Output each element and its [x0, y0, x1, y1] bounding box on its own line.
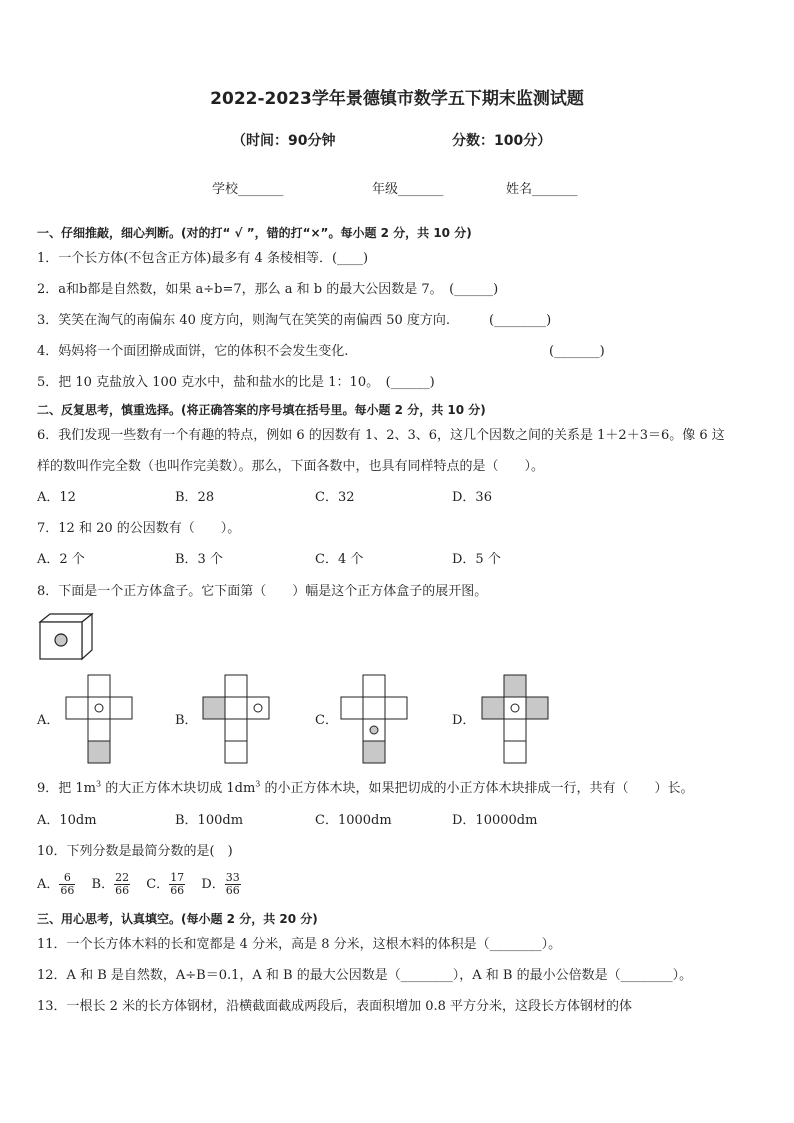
cube-net-d — [480, 674, 552, 766]
question-1: 1．一个长方体(不包含正方体)最多有 4 条棱相等．(____) — [37, 251, 369, 266]
question-4-blank: (_______) — [549, 344, 605, 359]
question-6-line-2: 样的数叫作完全数（也叫作完美数）。那么，下面各数中，也具有同样特点的是（ ）。 — [37, 459, 545, 474]
cube-net-b — [201, 674, 273, 766]
question-12: 12．A 和 B 是自然数，A÷B＝0.1，A 和 B 的最大公因数是（________），A 和 B 的最小公倍数是（________）。 — [37, 968, 693, 983]
page-title: 2022-2023学年景德镇市数学五下期末监测试题 — [210, 89, 584, 109]
option-b-label: B． — [91, 877, 115, 892]
question-4: 4．妈妈将一个面团擀成面饼，它的体积不会发生变化. — [37, 344, 349, 359]
question-2: 2．a和b都是自然数，如果 a÷b=7，那么 a 和 b 的最大公因数是 7。 (______) — [37, 282, 499, 297]
exam-time: （时间：90分钟 — [232, 133, 336, 149]
question-7: 7．12 和 20 的公因数有（ ）。 — [37, 521, 241, 536]
question-6-line-1: 6．我们发现一些数有一个有趣的特点，例如 6 的因数有 1、2、3、6，这几个因数之间的关系是 1＋2＋3＝6。像 6 这 — [37, 428, 725, 443]
question-9-option-b: B．100dm — [175, 813, 244, 828]
question-11: 11．一个长方体木料的长和宽都是 4 分米，高是 8 分米，这根木料的体积是（________）。 — [37, 937, 562, 952]
option-c-fraction: $\frac{17}{66}$ — [170, 871, 185, 897]
question-10: 10．下列分数是最简分数的是( ) — [37, 844, 233, 859]
question-9-option-d: D．10000dm — [452, 813, 538, 828]
question-6-option-d: D．36 — [452, 490, 492, 505]
option-c-label: C． — [146, 877, 170, 892]
cube-box-figure — [38, 612, 94, 662]
option-a-fraction: $\frac{6}{66}$ — [60, 871, 75, 897]
question-6-option-b: B．28 — [175, 490, 215, 505]
question-5: 5．把 10 克盐放入 100 克水中，盐和盐水的比是 1：10。 (______) — [37, 375, 435, 390]
school-field: 学校_______ — [212, 182, 284, 197]
option-d-label: D． — [201, 877, 225, 892]
grade-field: 年级_______ — [372, 182, 444, 197]
question-8-option-d: D． — [452, 713, 476, 728]
question-8-option-a: A． — [37, 713, 60, 728]
section-1-heading: 一、仔细推敲，细心判断。(对的打“ √ ”，错的打“×”。每小题 2 分，共 10 分) — [37, 226, 472, 240]
question-13: 13．一根长 2 米的长方体钢材，沿横截面截成两段后，表面积增加 0.8 平方分米，这段长方体钢材的体 — [37, 999, 633, 1014]
exam-score: 分数：100分） — [452, 133, 552, 149]
question-9-option-a: A．10dm — [37, 813, 97, 828]
question-8: 8．下面是一个正方体盒子。它下面第（ ）幅是这个正方体盒子的展开图。 — [37, 584, 488, 599]
question-9: 9．把 $1m^3$ 的大正方体木块切成 $1dm^3$ 的小正方体木块，如果把切成的小正方体木块排成一行，共有（ ）长。 — [37, 779, 694, 796]
cube-net-a — [64, 674, 136, 766]
name-field: 姓名_______ — [506, 182, 578, 197]
question-9-option-c: C．1000dm — [315, 813, 392, 828]
question-3: 3．笑笑在淘气的南偏东 40 度方向，则淘气在笑笑的南偏西 50 度方向. (________) — [37, 313, 552, 328]
question-8-option-c: C． — [315, 713, 338, 728]
cube-net-c — [339, 674, 411, 766]
question-7-option-b: B．3 个 — [175, 552, 223, 567]
option-a-label: A． — [37, 877, 60, 892]
option-d-fraction: $\frac{33}{66}$ — [225, 871, 240, 897]
question-6-option-c: C．32 — [315, 490, 355, 505]
section-2-heading: 二、反复思考，慎重选择。(将正确答案的序号填在括号里。每小题 2 分，共 10 分) — [37, 403, 486, 417]
question-6-option-a: A．12 — [37, 490, 76, 505]
question-7-option-c: C．4 个 — [315, 552, 364, 567]
question-8-option-b: B． — [175, 713, 198, 728]
question-7-option-a: A．2 个 — [37, 552, 85, 567]
option-b-fraction: $\frac{22}{66}$ — [115, 871, 130, 897]
question-7-option-d: D．5 个 — [452, 552, 501, 567]
section-3-heading: 三、用心思考，认真填空。(每小题 2 分，共 20 分) — [37, 912, 318, 926]
question-10-options — [37, 872, 241, 897]
